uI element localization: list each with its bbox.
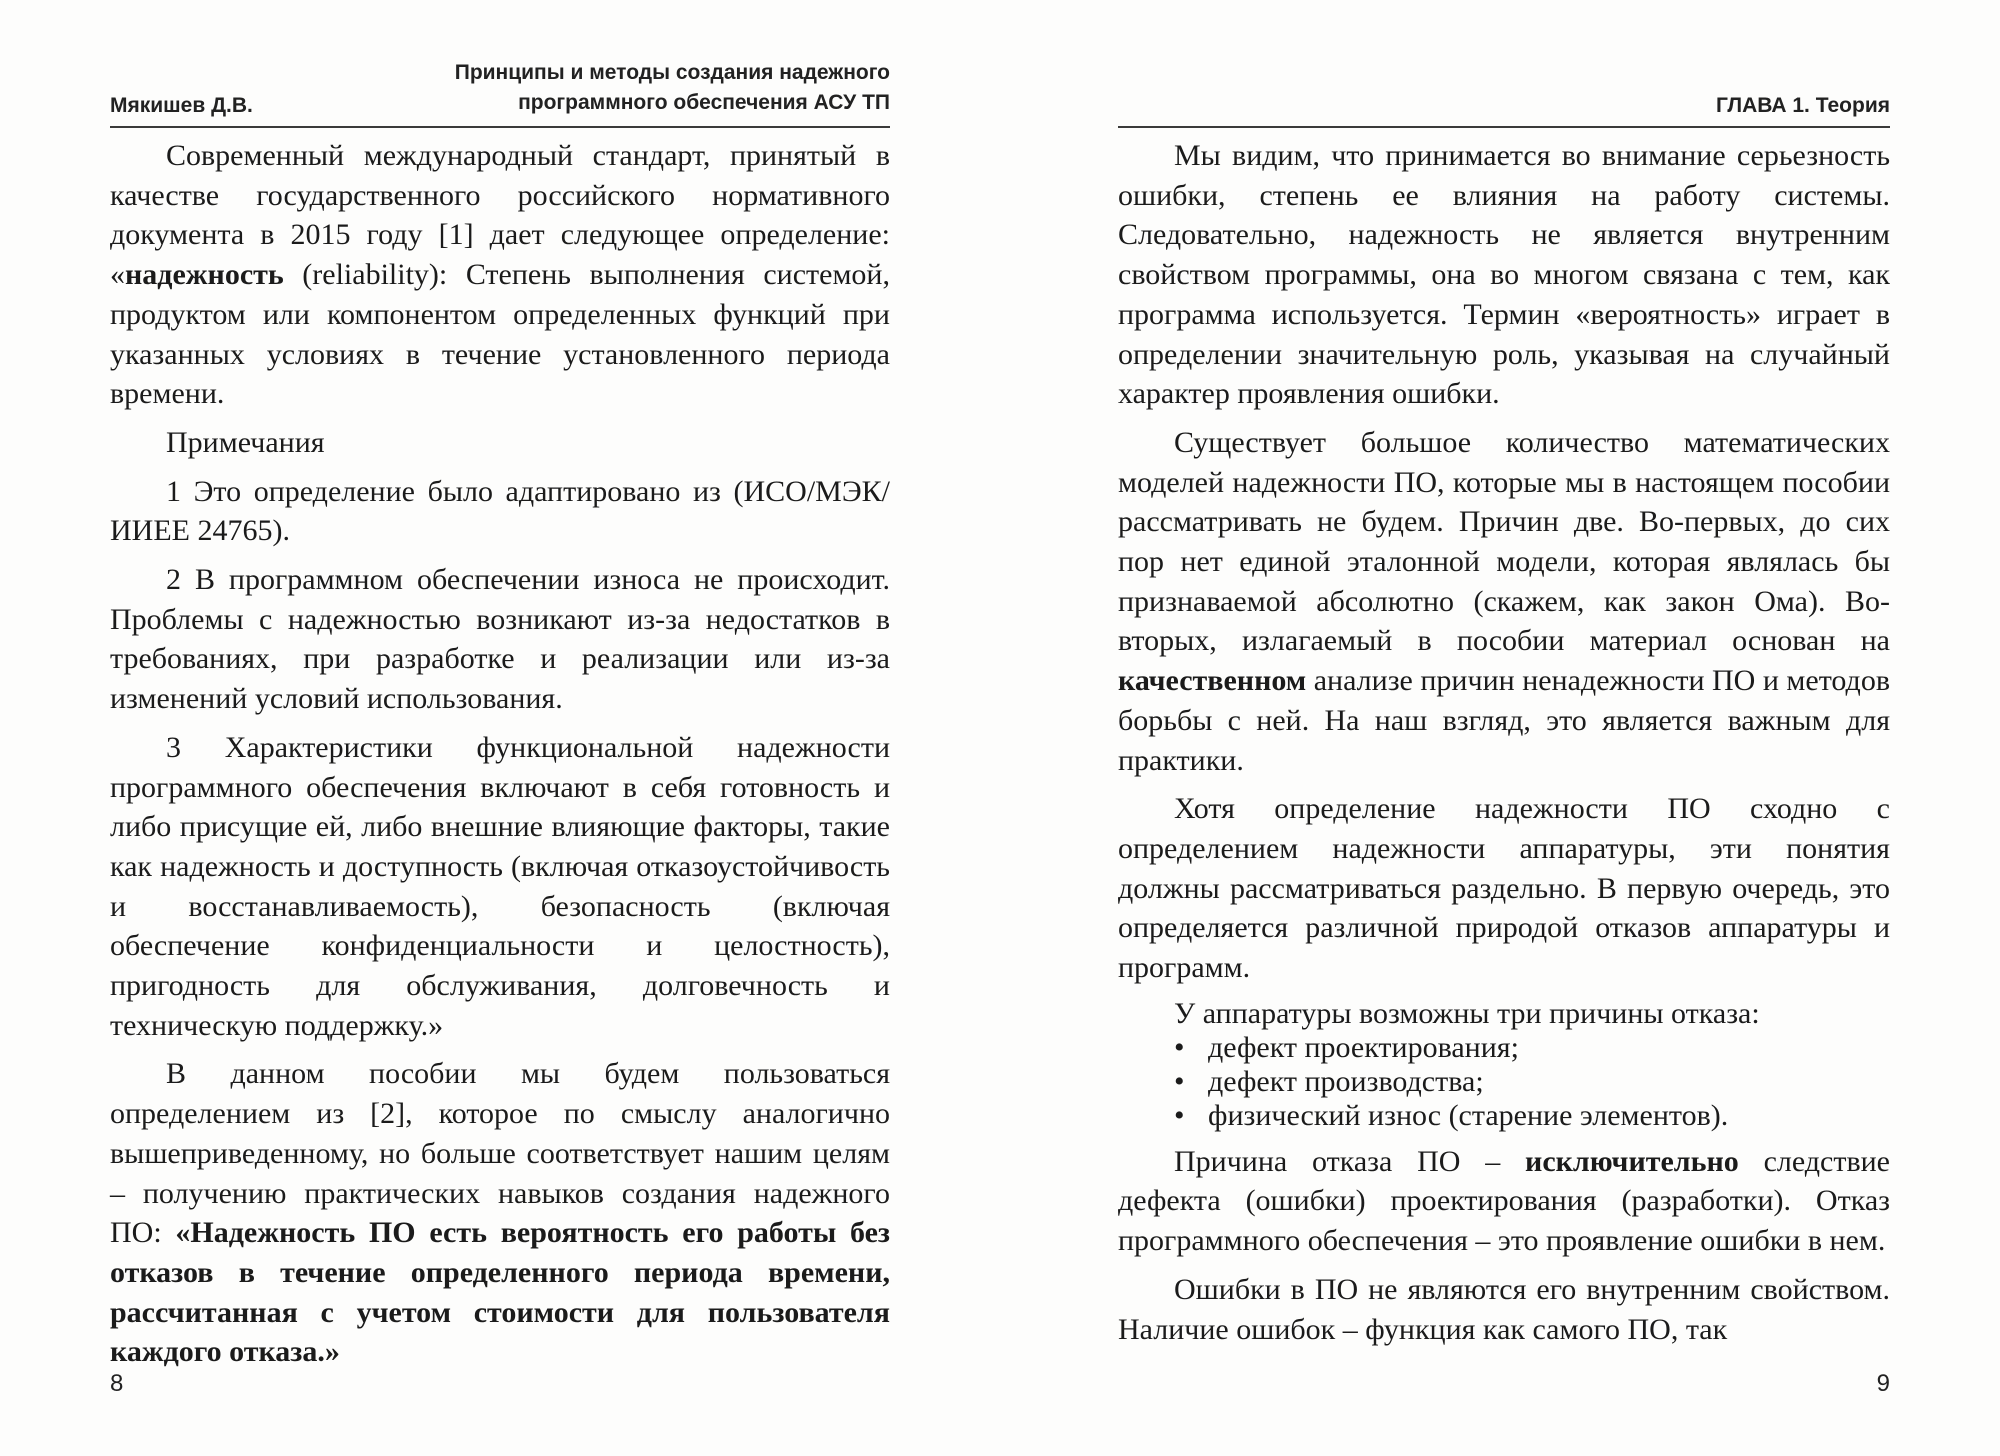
text-run: Существует большое количество математических моделей надежности ПО, которые мы в настоящем пособии рассматривать не будем. Причин две. Во-первых, до сих пор нет единой эталонной модели, которая являлась бы признаваемой абсолютно (скажем, как закон Ома). Во-вторых, излагаемый в пособии материал основан на [1118, 425, 1890, 658]
note-2: 2 В программном обеспечении износа не происходит. Проблемы с надежностью возникают из-за недостатков в требованиях, при разработке и реализации или из-за изменений условий использования. [110, 563, 890, 716]
list-item-text: физический износ (старение элементов). [1208, 1098, 1729, 1132]
header-title-line-1: Принципы и методы создания надежного [454, 61, 890, 84]
note-1: 1 Это определение было адаптировано из (ИСО/МЭК/ИИЕЕ 24765). [110, 474, 890, 548]
paragraph-manual-definition [110, 1054, 890, 1372]
paragraph-seriousness: Мы видим, что принимается во внимание серьезность ошибки, степень ее влияния на работу системы. Следовательно, надежность не является внутренним свойством программы, она во многом связана с тем, как программа используется. Термин «вероятность» играет в определении значительную роль, указывая на случайный характер проявления ошибки. [1118, 139, 1890, 411]
right-page [1118, 0, 1890, 1456]
header-book-title [455, 58, 890, 118]
bullet-icon: • [1174, 1098, 1185, 1132]
list-item-text: дефект производства; [1208, 1064, 1484, 1098]
bold-definition: «Надежность ПО есть вероятность его работы без отказов в течение определенного периода времени, рассчитанная с учетом стоимости для пользователя каждого отказа.» [110, 1216, 890, 1369]
list-item-text: дефект проектирования; [1208, 1030, 1519, 1064]
paragraph-errors: Ошибки в ПО не являются его внутренним свойством. Наличие ошибок – функция как самого ПО, так [1118, 1272, 1890, 1346]
paragraph-standard-definition [110, 136, 890, 414]
list-item [1174, 1099, 1890, 1133]
header-author: Мякишев Д.В. [110, 94, 253, 117]
left-running-head [110, 60, 890, 128]
left-page [110, 0, 890, 1456]
text-run: Причина отказа ПО – [1174, 1144, 1526, 1178]
bold-term: качественном [1118, 664, 1307, 698]
right-running-head [1118, 60, 1890, 128]
text-run: (reliability): Степень выполнения системой, продуктом или компонентом определенных функций при указанных условиях в течение установленного периода времени. [110, 258, 890, 411]
text-run: Современный международный стандарт, принятый в качестве государственного российского нормативного документа в 2015 году [1] дает следующее определение: « [110, 139, 890, 292]
right-body-text [1118, 136, 1890, 1358]
text-run: следствие дефекта (ошибки) проектирования (разработки). Отказ программного обеспечения – это проявление ошибки в нем. [1118, 1144, 1890, 1258]
page-number: 8 [110, 1370, 124, 1397]
bullet-icon: • [1174, 1064, 1185, 1098]
notes-title: Примечания [166, 425, 325, 459]
list-item [1174, 1065, 1890, 1099]
header-title-line-2: программного обеспечения АСУ ТП [518, 91, 890, 114]
page-number: 9 [1876, 1370, 1890, 1397]
text-run: анализе причин ненадежности ПО и методов борьбы с ней. На наш взгляд, это является важным для практики. [1118, 664, 1890, 777]
paragraph-models [1118, 423, 1890, 780]
note-3: 3 Характеристики функциональной надежности программного обеспечения включают в себя готовность и либо присущие ей, либо внешние влияющие факторы, такие как надежность и доступность (включая отказоустойчивость и восстанавливаемость), безопасность (включая обеспечение конфиденциальности и целостность), пригодность для обслуживания, долговечность и техническую поддержку.» [110, 730, 890, 1042]
paragraph-software-failure [1118, 1142, 1890, 1261]
bold-term: исключительно [1525, 1144, 1739, 1178]
list-item [1174, 1031, 1890, 1065]
bold-term: надежность [125, 258, 284, 292]
failure-causes-list [1174, 1031, 1890, 1133]
text-run: В данном пособии мы будем пользоваться определением из [2], которое по смыслу аналогично вышеприведенному, но больше соответствует нашим целям – получению практических навыков создания надежного ПО: [110, 1057, 890, 1250]
paragraph-hardware-vs-software: Хотя определение надежности ПО сходно с определением надежности аппаратуры, эти понятия должны рассматриваться раздельно. В первую очередь, это определяется различной природой отказов аппаратуры и программ. [1118, 792, 1890, 985]
header-chapter: ГЛАВА 1. Теория [1715, 94, 1890, 117]
bullet-icon: • [1174, 1030, 1185, 1064]
list-intro: У аппаратуры возможны три причины отказа: [1174, 996, 1760, 1030]
left-body-text [110, 136, 890, 1381]
